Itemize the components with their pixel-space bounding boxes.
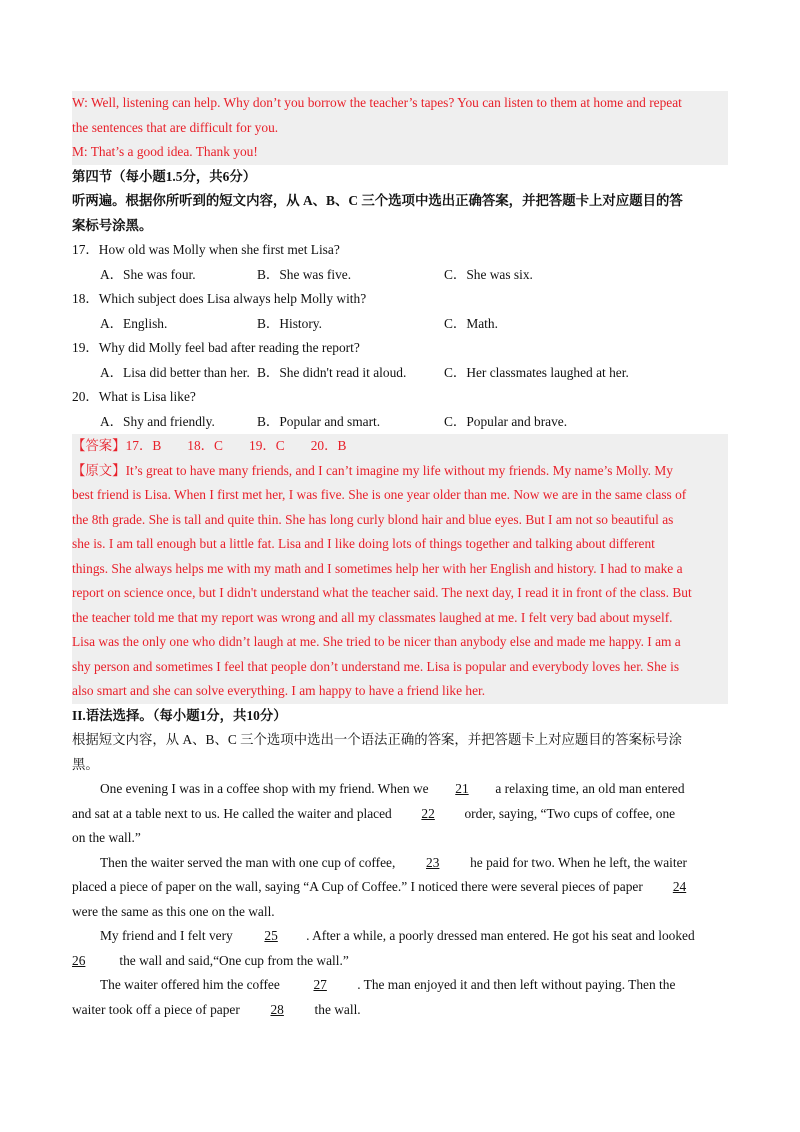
passage-line: were the same as this one on the wall.	[72, 903, 275, 919]
transcript-line: best friend is Lisa. When I first met her, I was five. She is one year older than me. Now we are in the same class of	[72, 487, 687, 502]
transcript-line: report on science once, but I didn't understand what the teacher said. The next day, I read it in front of the class. But	[72, 585, 692, 600]
passage-line	[72, 875, 728, 900]
passage-text: placed a piece of paper on the wall, saying “A Cup of Coffee.” I noticed there were several pieces of paper	[72, 879, 643, 894]
grammar-heading: II.语法选择。（每小题1分，共10分）	[72, 707, 287, 723]
transcript-tag: 【原文】	[72, 462, 126, 478]
passage-text: . After a while, a poorly dressed man entered. He got his seat and looked	[306, 928, 695, 943]
passage-line	[72, 924, 728, 949]
transcript-line: things. She always helps me with my math and I sometimes help her with her English and history. I had to make a	[72, 560, 683, 576]
passage-line	[72, 851, 728, 876]
question-20	[72, 385, 728, 434]
option-c: C．Her classmates laughed at her.	[444, 364, 629, 380]
blank-27[interactable]: 27	[313, 977, 327, 992]
option-a: A．Lisa did better than her.	[100, 364, 250, 380]
question-stem: 20．What is Lisa like?	[72, 389, 196, 404]
dialogue-line: the sentences that are difficult for you.	[72, 119, 279, 135]
dialogue-line: W: Well, listening can help. Why don’t you borrow the teacher’s tapes? You can listen to them at home and repeat	[72, 95, 682, 110]
dialogue-block	[72, 91, 728, 165]
grammar-instruction-cont: 黑。	[72, 756, 99, 772]
transcript-text: It’s great to have many friends, and I can’t imagine my life without my friends. My name’s Molly. My	[125, 462, 673, 478]
option-b: B．She was five.	[257, 266, 352, 282]
passage-line	[72, 802, 728, 827]
blank-23[interactable]: 23	[426, 854, 440, 870]
section4-instruction: 听两遍。根据你所听到的短文内容，从 A、B、C 三个选项中选出正确答案，并把答题卡上对应题目的答	[72, 193, 683, 208]
transcript-line: also smart and she can solve everything. I am happy to have a friend like her.	[72, 683, 486, 698]
blank-25[interactable]: 25	[264, 928, 278, 943]
section4-instruction-cont: 案标号涂黑。	[72, 217, 153, 233]
passage-text: The waiter offered him the coffee	[100, 977, 280, 992]
transcript-line: the 8th grade. She is tall and quite thin. She has long curly blond hair and blue eyes. But I am not so beautiful as	[72, 511, 674, 527]
answer-item: 20．B	[310, 438, 347, 453]
grammar-instruction: 根据短文内容，从 A、B、C 三个选项中选出一个语法正确的答案，并把答题卡上对应题目的答案标号涂	[72, 732, 683, 747]
passage-text: . The man enjoyed it and then left without paying. Then the	[357, 977, 676, 992]
blank-22[interactable]: 22	[421, 805, 435, 821]
question-stem: 18．Which subject does Lisa always help Molly with?	[72, 291, 367, 306]
question-stem: 19．Why did Molly feel bad after reading the report?	[72, 340, 360, 355]
passage-text: order, saying, “Two cups of coffee, one	[464, 805, 676, 821]
options-row	[72, 312, 728, 337]
transcript-line: the teacher told me that my report was wrong and all my classmates laughed at me. I felt very bad about myself.	[72, 609, 673, 625]
answer-tag: 【答案】	[72, 438, 126, 453]
transcript-line: shy person and sometimes I feel that people don’t understand me. Lisa is popular and everybody loves her. She is	[72, 658, 680, 674]
document-page	[72, 91, 728, 1022]
passage-text: My friend and I felt very	[100, 928, 233, 943]
transcript-line: she is. I am tall enough but a little fat. Lisa and I like doing lots of things together and talking about different	[72, 536, 655, 551]
passage-text: he paid for two. When he left, the waiter	[470, 854, 687, 870]
option-c: C．She was six.	[444, 266, 533, 282]
passage-line	[72, 998, 728, 1023]
answer-item: 18．C	[187, 438, 223, 453]
passage-line	[72, 949, 728, 974]
blank-28[interactable]: 28	[270, 1001, 284, 1017]
options-row	[72, 263, 728, 288]
option-b: B．History.	[257, 315, 322, 331]
answer-item: 17．B	[125, 438, 162, 453]
passage-line	[72, 777, 728, 802]
question-19	[72, 336, 728, 385]
option-c: C．Popular and brave.	[444, 413, 568, 429]
answer-block	[72, 434, 728, 704]
dialogue-line: M: That’s a good idea. Thank you!	[72, 144, 258, 159]
option-c: C．Math.	[444, 315, 498, 331]
blank-24[interactable]: 24	[672, 879, 687, 894]
options-row	[72, 410, 728, 435]
passage-line: on the wall.”	[72, 830, 141, 845]
option-b: B．She didn't read it aloud.	[257, 364, 407, 380]
transcript-line	[72, 459, 728, 484]
passage-text: One evening I was in a coffee shop with my friend. When we	[100, 781, 429, 796]
question-17	[72, 238, 728, 287]
passage-line	[72, 973, 728, 998]
passage-text: a relaxing time, an old man entered	[495, 781, 685, 796]
answer-line	[72, 434, 728, 459]
option-b: B．Popular and smart.	[257, 413, 381, 429]
question-18	[72, 287, 728, 336]
blank-26[interactable]: 26	[72, 952, 86, 968]
passage-text: Then the waiter served the man with one cup of coffee,	[100, 854, 396, 870]
passage-text: waiter took off a piece of paper	[72, 1001, 240, 1017]
transcript-line: Lisa was the only one who didn’t laugh at me. She tried to be nicer than anybody else and made me happy. I am a	[72, 634, 681, 649]
section4-heading: 第四节（每小题1.5分，共6分）	[72, 168, 257, 184]
option-a: A．Shy and friendly.	[100, 413, 215, 429]
passage-text: the wall.	[314, 1001, 361, 1017]
question-stem: 17．How old was Molly when she first met Lisa?	[72, 242, 340, 257]
option-a: A．She was four.	[100, 266, 196, 282]
passage-text: the wall and said,“One cup from the wall.”	[119, 952, 349, 968]
option-a: A．English.	[100, 315, 168, 331]
blank-21[interactable]: 21	[455, 781, 469, 796]
options-row	[72, 361, 728, 386]
passage-text: and sat at a table next to us. He called the waiter and placed	[72, 805, 392, 821]
answer-item: 19．C	[249, 438, 285, 453]
